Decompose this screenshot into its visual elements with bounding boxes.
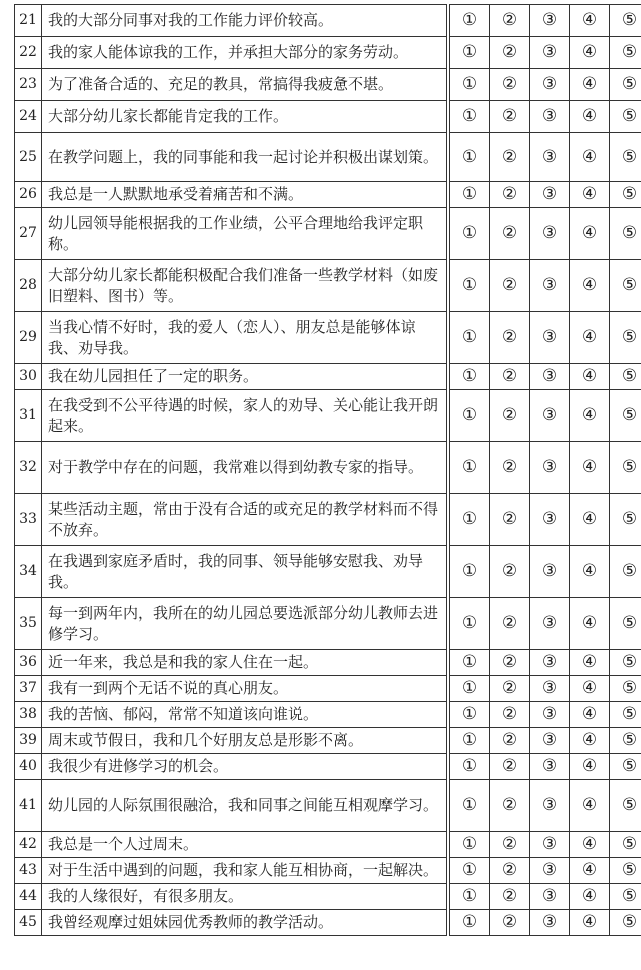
rating-option-4[interactable]: ④	[570, 598, 610, 650]
rating-option-2[interactable]: ②	[490, 101, 530, 133]
rating-option-1[interactable]: ①	[450, 832, 490, 858]
rating-option-2[interactable]: ②	[490, 37, 530, 69]
question-row	[15, 910, 641, 936]
rating-option-2[interactable]: ②	[490, 858, 530, 884]
question-row	[15, 208, 641, 260]
rating-option-5[interactable]: ⑤	[610, 546, 641, 598]
question-row	[15, 780, 641, 832]
rating-option-3[interactable]: ③	[530, 676, 570, 702]
question-text: 对于教学中存在的问题，我常难以得到幼教专家的指导。	[42, 442, 447, 494]
question-text: 幼儿园的人际氛围很融洽，我和同事之间能互相观摩学习。	[42, 780, 447, 832]
rating-option-2[interactable]: ②	[490, 208, 530, 260]
rating-option-2[interactable]: ②	[490, 312, 530, 364]
question-row	[15, 754, 641, 780]
question-number: 42	[15, 832, 42, 858]
question-number: 31	[15, 390, 42, 442]
question-number: 37	[15, 676, 42, 702]
rating-option-4[interactable]: ④	[570, 442, 610, 494]
question-row	[15, 494, 641, 546]
rating-option-4[interactable]: ④	[570, 69, 610, 101]
rating-option-1[interactable]: ①	[450, 5, 490, 37]
rating-option-1[interactable]: ①	[450, 37, 490, 69]
rating-option-1[interactable]: ①	[450, 208, 490, 260]
rating-option-1[interactable]: ①	[450, 260, 490, 312]
rating-option-1[interactable]: ①	[450, 494, 490, 546]
question-text: 我总是一个人过周末。	[42, 832, 447, 858]
question-row	[15, 5, 641, 37]
rating-option-3[interactable]: ③	[530, 494, 570, 546]
question-number: 26	[15, 182, 42, 208]
question-row	[15, 37, 641, 69]
rating-option-5[interactable]: ⑤	[610, 101, 641, 133]
rating-option-3[interactable]: ③	[530, 884, 570, 910]
rating-option-1[interactable]: ①	[450, 312, 490, 364]
question-text: 当我心情不好时，我的爱人（恋人）、朋友总是能够体谅我、劝导我。	[42, 312, 447, 364]
question-text: 某些活动主题，常由于没有合适的或充足的教学材料而不得不放弃。	[42, 494, 447, 546]
question-number: 44	[15, 884, 42, 910]
rating-option-2[interactable]: ②	[490, 69, 530, 101]
question-text: 我的家人能体谅我的工作，并承担大部分的家务劳动。	[42, 37, 447, 69]
question-number: 35	[15, 598, 42, 650]
question-row	[15, 598, 641, 650]
question-number: 28	[15, 260, 42, 312]
question-row	[15, 858, 641, 884]
rating-option-4[interactable]: ④	[570, 37, 610, 69]
question-row	[15, 390, 641, 442]
question-row	[15, 69, 641, 101]
rating-option-4[interactable]: ④	[570, 5, 610, 37]
rating-option-4[interactable]: ④	[570, 312, 610, 364]
rating-option-1[interactable]: ①	[450, 182, 490, 208]
rating-option-5[interactable]: ⑤	[610, 598, 641, 650]
rating-option-1[interactable]: ①	[450, 858, 490, 884]
rating-option-2[interactable]: ②	[490, 598, 530, 650]
rating-option-4[interactable]: ④	[570, 884, 610, 910]
rating-option-4[interactable]: ④	[570, 494, 610, 546]
rating-option-4[interactable]: ④	[570, 101, 610, 133]
rating-option-3[interactable]: ③	[530, 780, 570, 832]
rating-option-5[interactable]: ⑤	[610, 260, 641, 312]
rating-option-1[interactable]: ①	[450, 598, 490, 650]
question-text: 大部分幼儿家长都能肯定我的工作。	[42, 101, 447, 133]
rating-option-4[interactable]: ④	[570, 260, 610, 312]
question-text: 在教学问题上，我的同事能和我一起讨论并积极出谋划策。	[42, 133, 447, 182]
rating-option-2[interactable]: ②	[490, 650, 530, 676]
question-row	[15, 676, 641, 702]
questionnaire-table	[14, 4, 641, 936]
rating-option-3[interactable]: ③	[530, 260, 570, 312]
question-text: 我总是一人默默地承受着痛苦和不满。	[42, 182, 447, 208]
rating-option-3[interactable]: ③	[530, 858, 570, 884]
rating-option-5[interactable]: ⑤	[610, 858, 641, 884]
rating-option-1[interactable]: ①	[450, 780, 490, 832]
rating-option-1[interactable]: ①	[450, 884, 490, 910]
question-text: 我的大部分同事对我的工作能力评价较高。	[42, 5, 447, 37]
rating-option-4[interactable]: ④	[570, 754, 610, 780]
question-row	[15, 133, 641, 182]
rating-option-5[interactable]: ⑤	[610, 182, 641, 208]
rating-option-2[interactable]: ②	[490, 442, 530, 494]
question-number: 24	[15, 101, 42, 133]
question-number: 41	[15, 780, 42, 832]
question-number: 29	[15, 312, 42, 364]
question-number: 34	[15, 546, 42, 598]
rating-option-5[interactable]: ⑤	[610, 494, 641, 546]
rating-option-2[interactable]: ②	[490, 182, 530, 208]
question-row	[15, 546, 641, 598]
rating-option-5[interactable]: ⑤	[610, 364, 641, 390]
question-number: 23	[15, 69, 42, 101]
rating-option-3[interactable]: ③	[530, 702, 570, 728]
question-number: 43	[15, 858, 42, 884]
rating-option-4[interactable]: ④	[570, 650, 610, 676]
rating-option-2[interactable]: ②	[490, 754, 530, 780]
rating-option-4[interactable]: ④	[570, 832, 610, 858]
rating-option-3[interactable]: ③	[530, 442, 570, 494]
question-row	[15, 702, 641, 728]
rating-option-2[interactable]: ②	[490, 910, 530, 936]
rating-option-5[interactable]: ⑤	[610, 69, 641, 101]
rating-option-5[interactable]: ⑤	[610, 884, 641, 910]
rating-option-1[interactable]: ①	[450, 546, 490, 598]
rating-option-2[interactable]: ②	[490, 494, 530, 546]
question-number: 40	[15, 754, 42, 780]
rating-option-3[interactable]: ③	[530, 133, 570, 182]
rating-option-2[interactable]: ②	[490, 5, 530, 37]
question-text: 在我受到不公平待遇的时候，家人的劝导、关心能让我开朗起来。	[42, 390, 447, 442]
rating-option-2[interactable]: ②	[490, 728, 530, 754]
rating-option-5[interactable]: ⑤	[610, 390, 641, 442]
rating-option-1[interactable]: ①	[450, 133, 490, 182]
rating-option-4[interactable]: ④	[570, 676, 610, 702]
rating-option-5[interactable]: ⑤	[610, 442, 641, 494]
rating-option-3[interactable]: ③	[530, 390, 570, 442]
rating-option-5[interactable]: ⑤	[610, 832, 641, 858]
question-number: 21	[15, 5, 42, 37]
rating-option-4[interactable]: ④	[570, 390, 610, 442]
rating-option-5[interactable]: ⑤	[610, 208, 641, 260]
rating-option-1[interactable]: ①	[450, 702, 490, 728]
rating-option-5[interactable]: ⑤	[610, 728, 641, 754]
rating-option-3[interactable]: ③	[530, 37, 570, 69]
rating-option-4[interactable]: ④	[570, 702, 610, 728]
question-number: 32	[15, 442, 42, 494]
rating-option-1[interactable]: ①	[450, 390, 490, 442]
question-text: 每一到两年内，我所在的幼儿园总要选派部分幼儿教师去进修学习。	[42, 598, 447, 650]
question-number: 45	[15, 910, 42, 936]
question-row	[15, 884, 641, 910]
question-number: 38	[15, 702, 42, 728]
rating-option-1[interactable]: ①	[450, 676, 490, 702]
rating-option-5[interactable]: ⑤	[610, 650, 641, 676]
rating-option-5[interactable]: ⑤	[610, 37, 641, 69]
rating-option-3[interactable]: ③	[530, 546, 570, 598]
rating-option-5[interactable]: ⑤	[610, 5, 641, 37]
rating-option-3[interactable]: ③	[530, 5, 570, 37]
rating-option-5[interactable]: ⑤	[610, 754, 641, 780]
rating-option-5[interactable]: ⑤	[610, 312, 641, 364]
question-row	[15, 260, 641, 312]
rating-option-5[interactable]: ⑤	[610, 702, 641, 728]
question-text: 大部分幼儿家长都能积极配合我们准备一些教学材料（如废旧塑料、图书）等。	[42, 260, 447, 312]
rating-option-1[interactable]: ①	[450, 442, 490, 494]
rating-option-3[interactable]: ③	[530, 69, 570, 101]
rating-option-3[interactable]: ③	[530, 832, 570, 858]
question-number: 36	[15, 650, 42, 676]
question-row	[15, 101, 641, 133]
question-row	[15, 364, 641, 390]
rating-option-3[interactable]: ③	[530, 728, 570, 754]
question-number: 33	[15, 494, 42, 546]
question-text: 近一年来，我总是和我的家人住在一起。	[42, 650, 447, 676]
rating-option-3[interactable]: ③	[530, 101, 570, 133]
rating-option-4[interactable]: ④	[570, 208, 610, 260]
question-text: 我的苦恼、郁闷，常常不知道该向谁说。	[42, 702, 447, 728]
rating-option-2[interactable]: ②	[490, 364, 530, 390]
question-number: 27	[15, 208, 42, 260]
rating-option-5[interactable]: ⑤	[610, 910, 641, 936]
rating-option-3[interactable]: ③	[530, 650, 570, 676]
rating-option-3[interactable]: ③	[530, 364, 570, 390]
question-number: 30	[15, 364, 42, 390]
rating-option-2[interactable]: ②	[490, 546, 530, 598]
rating-option-1[interactable]: ①	[450, 101, 490, 133]
question-text: 我有一到两个无话不说的真心朋友。	[42, 676, 447, 702]
rating-option-2[interactable]: ②	[490, 390, 530, 442]
rating-option-3[interactable]: ③	[530, 312, 570, 364]
question-number: 39	[15, 728, 42, 754]
question-row	[15, 728, 641, 754]
question-text: 我很少有进修学习的机会。	[42, 754, 447, 780]
rating-option-2[interactable]: ②	[490, 832, 530, 858]
rating-option-4[interactable]: ④	[570, 364, 610, 390]
rating-option-4[interactable]: ④	[570, 780, 610, 832]
rating-option-4[interactable]: ④	[570, 182, 610, 208]
rating-option-2[interactable]: ②	[490, 780, 530, 832]
question-text: 为了准备合适的、充足的教具，常搞得我疲惫不堪。	[42, 69, 447, 101]
rating-option-1[interactable]: ①	[450, 364, 490, 390]
rating-option-3[interactable]: ③	[530, 182, 570, 208]
rating-option-5[interactable]: ⑤	[610, 133, 641, 182]
rating-option-2[interactable]: ②	[490, 676, 530, 702]
question-number: 25	[15, 133, 42, 182]
rating-option-1[interactable]: ①	[450, 650, 490, 676]
question-text: 幼儿园领导能根据我的工作业绩，公平合理地给我评定职称。	[42, 208, 447, 260]
question-text: 我曾经观摩过姐妹园优秀教师的教学活动。	[42, 910, 447, 936]
rating-option-2[interactable]: ②	[490, 702, 530, 728]
question-text: 周末或节假日，我和几个好朋友总是形影不离。	[42, 728, 447, 754]
rating-option-4[interactable]: ④	[570, 728, 610, 754]
rating-option-4[interactable]: ④	[570, 546, 610, 598]
question-text: 在我遇到家庭矛盾时，我的同事、领导能够安慰我、劝导我。	[42, 546, 447, 598]
question-text: 我在幼儿园担任了一定的职务。	[42, 364, 447, 390]
question-number: 22	[15, 37, 42, 69]
rating-option-3[interactable]: ③	[530, 910, 570, 936]
rating-option-2[interactable]: ②	[490, 260, 530, 312]
rating-option-4[interactable]: ④	[570, 858, 610, 884]
rating-option-5[interactable]: ⑤	[610, 780, 641, 832]
question-row	[15, 182, 641, 208]
rating-option-3[interactable]: ③	[530, 754, 570, 780]
question-row	[15, 312, 641, 364]
question-text: 对于生活中遇到的问题，我和家人能互相协商，一起解决。	[42, 858, 447, 884]
question-row	[15, 832, 641, 858]
rating-option-5[interactable]: ⑤	[610, 676, 641, 702]
rating-option-1[interactable]: ①	[450, 69, 490, 101]
question-text: 我的人缘很好，有很多朋友。	[42, 884, 447, 910]
question-row	[15, 442, 641, 494]
rating-option-4[interactable]: ④	[570, 133, 610, 182]
rating-option-4[interactable]: ④	[570, 910, 610, 936]
rating-option-1[interactable]: ①	[450, 754, 490, 780]
questionnaire-body	[15, 5, 641, 936]
rating-option-1[interactable]: ①	[450, 910, 490, 936]
rating-option-3[interactable]: ③	[530, 208, 570, 260]
rating-option-3[interactable]: ③	[530, 598, 570, 650]
rating-option-1[interactable]: ①	[450, 728, 490, 754]
rating-option-2[interactable]: ②	[490, 884, 530, 910]
question-row	[15, 650, 641, 676]
rating-option-2[interactable]: ②	[490, 133, 530, 182]
